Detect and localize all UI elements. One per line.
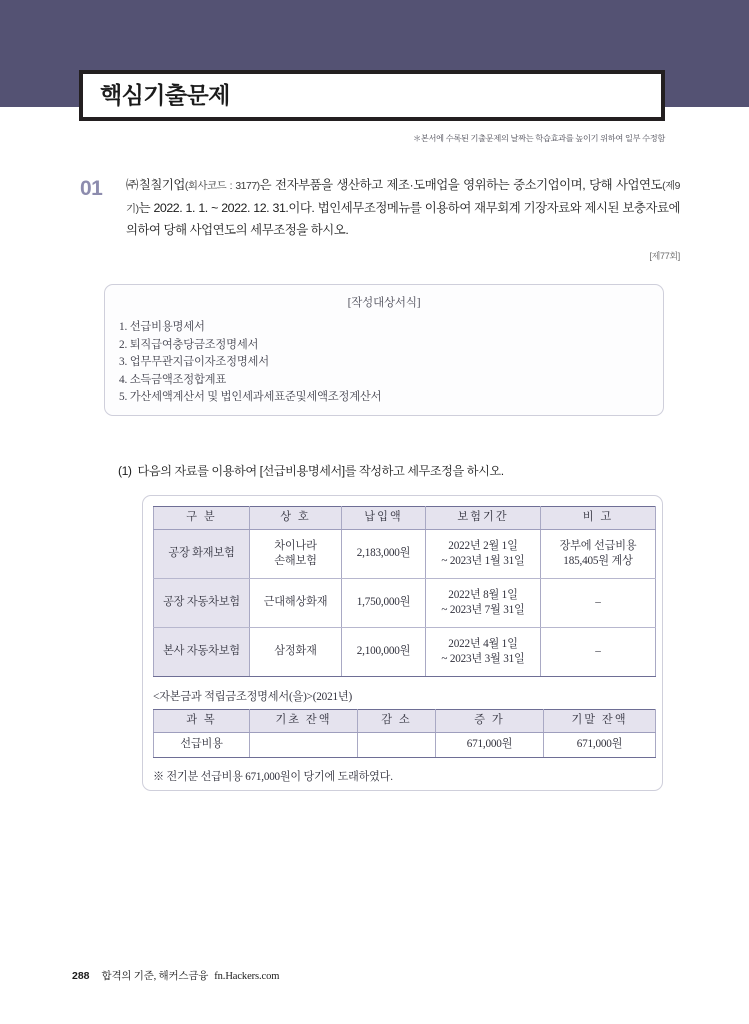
- cell-note-line2: 185,405원 계상: [563, 555, 633, 567]
- problem-text-segment-2: 는 2022. 1. 1. ~ 2022. 12. 31.이다. 법인세무조정메뉴를 이용하여 재무회계 기장자료와 제시된 보충자료에 의하여 당해 사업연도의 세무조정을 하시오.: [126, 200, 680, 237]
- cell-account: 선급비용: [154, 733, 250, 758]
- sub-question: [118, 462, 504, 479]
- cell-decrease: [358, 733, 436, 758]
- table-header-row: [154, 710, 656, 733]
- cell-period-line2: ~ 2023년 3월 31일: [441, 653, 525, 665]
- insurance-table: [153, 506, 656, 677]
- cell-note: –: [541, 579, 656, 628]
- target-forms-list: [105, 319, 663, 407]
- cell-company: [250, 530, 342, 579]
- sub-question-text: 다음의 자료를 이용하여 [선급비용명세서]를 작성하고 세무조정을 하시오.: [137, 464, 504, 478]
- table-header-row: [154, 507, 656, 530]
- list-item: 1. 선급비용명세서: [119, 321, 205, 333]
- cell-company: 삼정화재: [250, 628, 342, 677]
- cell-period: [426, 628, 541, 677]
- sub-question-label: (1): [118, 464, 132, 478]
- problem-company-code: (회사코드 : 3177): [184, 181, 260, 192]
- list-item: 2. 퇴직급여충당금조정명세서: [119, 338, 259, 351]
- page-title: 핵심기출문제: [100, 82, 230, 108]
- page-title-box-inner: [82, 73, 662, 118]
- column-header-closing-balance: 기말 잔액: [544, 710, 656, 733]
- cell-period-line2: ~ 2023년 1월 31일: [441, 555, 525, 567]
- problem-block: [80, 175, 680, 262]
- cell-period-line1: 2022년 8월 1일: [448, 588, 518, 601]
- column-header-increase: 증 가: [436, 710, 544, 733]
- problem-company-name: ㈜칠칠기업: [126, 178, 185, 192]
- cell-period: [426, 530, 541, 579]
- column-header-account: 과 목: [154, 710, 250, 733]
- capital-section-footnote: ※ 전기분 선급비용 671,000원이 당기에 도래하였다.: [153, 771, 393, 783]
- cell-opening-balance: [250, 733, 358, 758]
- capital-section-title: <자본금과 적립금조정명세서(을)>(2021년): [153, 691, 352, 703]
- column-header-opening-balance: 기초 잔액: [250, 710, 358, 733]
- exam-reference: [제77회]: [649, 250, 680, 261]
- data-container: [142, 495, 663, 791]
- cell-period-line2: ~ 2023년 7월 31일: [441, 604, 525, 616]
- table-row: [154, 628, 656, 677]
- target-forms-title: [작성대상서식]: [347, 297, 421, 309]
- problem-period-ordinal: (제9기): [126, 181, 680, 215]
- column-header-amount: 납입액: [342, 507, 426, 530]
- cell-period-line1: 2022년 4월 1일: [448, 637, 518, 650]
- page-number: 288: [72, 970, 90, 982]
- cell-division: 본사 자동차보험: [154, 628, 250, 677]
- list-item: 5. 가산세액계산서 및 법인세과세표준및세액조정계산서: [119, 391, 382, 404]
- list-item: 4. 소득금액조정합계표: [119, 373, 227, 386]
- column-header-period: 보험기간: [426, 507, 541, 530]
- cell-amount: 2,100,000원: [342, 628, 426, 677]
- cell-company-line1: 차이나라: [274, 539, 317, 552]
- table-row: [154, 579, 656, 628]
- column-header-division: 구 분: [154, 507, 250, 530]
- footer-brand: 합격의 기준, 해커스금융: [101, 971, 209, 982]
- cell-closing-balance: 671,000원: [544, 733, 656, 758]
- header-note: ＊본서에 수록된 기출문제의 날짜는 학습효과를 높이기 위하여 일부 수정함: [413, 134, 665, 143]
- table-row: [154, 733, 656, 758]
- cell-note: –: [541, 628, 656, 677]
- cell-company: 근대해상화재: [250, 579, 342, 628]
- footer-url: fn.Hackers.com: [214, 971, 280, 982]
- cell-increase: 671,000원: [436, 733, 544, 758]
- target-forms-box: [104, 284, 664, 416]
- cell-period-line1: 2022년 2월 1일: [448, 539, 518, 552]
- problem-text-segment-1: 은 전자부품을 생산하고 제조·도매업을 영위하는 중소기업이며, 당해 사업연도: [259, 178, 663, 192]
- cell-amount: 1,750,000원: [342, 579, 426, 628]
- column-header-company: 상 호: [250, 507, 342, 530]
- list-item: 3. 업무무관지급이자조정명세서: [119, 356, 269, 369]
- cell-amount: 2,183,000원: [342, 530, 426, 579]
- column-header-decrease: 감 소: [358, 710, 436, 733]
- problem-text: [126, 175, 680, 242]
- page-title-box: [79, 70, 665, 121]
- cell-note: [541, 530, 656, 579]
- cell-division: 공장 화재보험: [154, 530, 250, 579]
- cell-company-line2: 손해보험: [274, 555, 317, 567]
- page-footer: [72, 968, 279, 983]
- problem-number: 01: [80, 177, 103, 200]
- table-row: [154, 530, 656, 579]
- cell-division: 공장 자동차보험: [154, 579, 250, 628]
- cell-note-line1: 장부에 선급비용: [559, 539, 637, 552]
- capital-adjustment-table: [153, 709, 656, 758]
- cell-period: [426, 579, 541, 628]
- column-header-note: 비 고: [541, 507, 656, 530]
